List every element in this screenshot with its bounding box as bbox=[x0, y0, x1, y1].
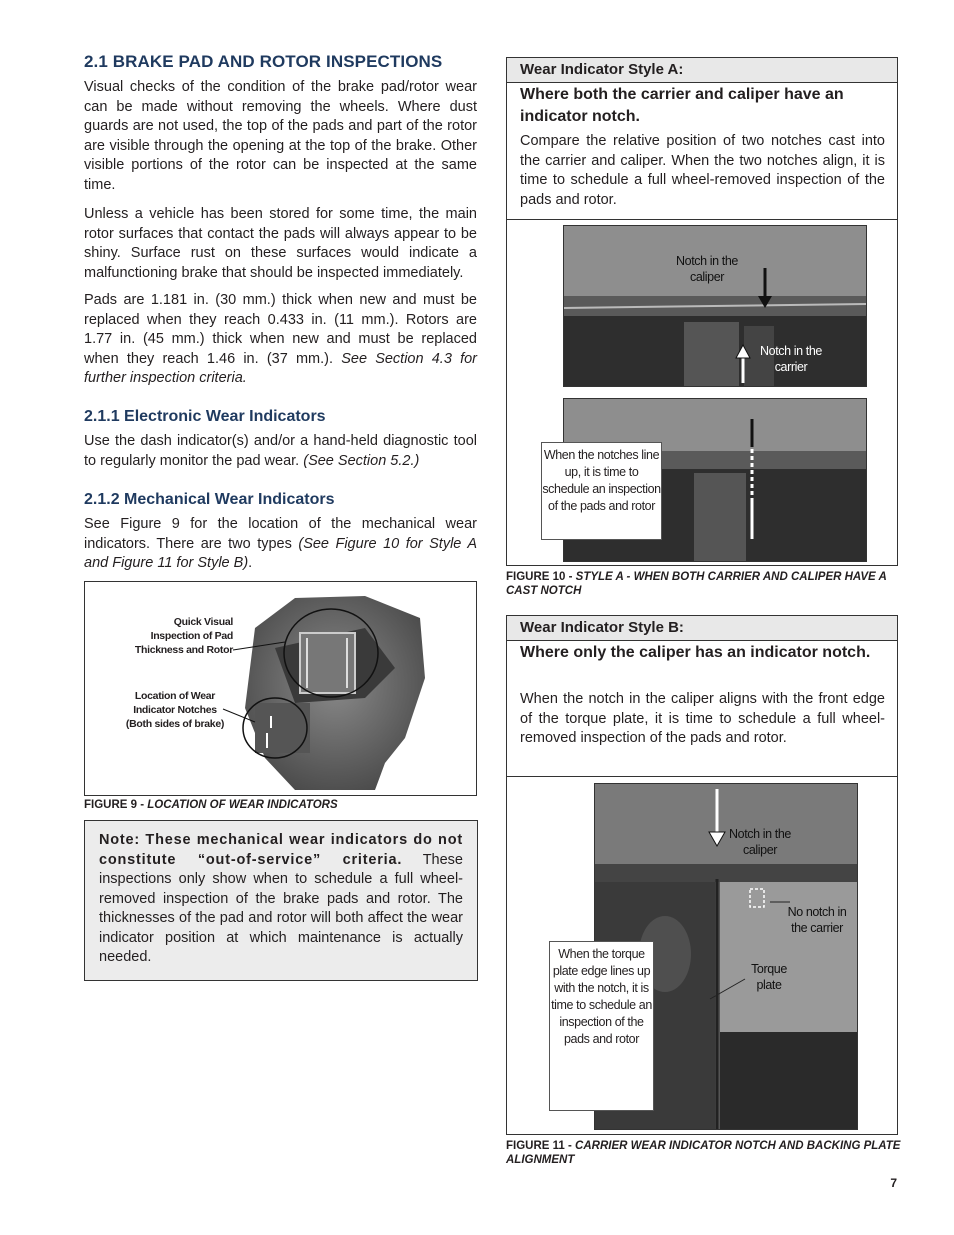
section-paragraph-1: Visual checks of the condition of the brake pad/rotor wear can be made without removing the wheels. Where dust guards are not used, the top of the pads and part of the rotor are visible through the opening at the top of the brake. Other visible portions of the rotor can be inspected at the same time. bbox=[84, 79, 477, 193]
style-b-subtitle: Where only the caliper has an indicator notch. bbox=[520, 644, 871, 661]
style-b-label-caliper: Notch in the caliper bbox=[729, 827, 791, 857]
figure9-caption: FIGURE 9 - LOCATION OF WEAR INDICATORS bbox=[84, 799, 338, 811]
style-a-label-caliper: Notch in the caliper bbox=[676, 254, 738, 284]
figure11-caption: FIGURE 11 - CARRIER WEAR INDICATOR NOTCH AND BACKING PLATE ALIGNMENT bbox=[506, 1140, 901, 1166]
section-paragraph-2: Unless a vehicle has been stored for some time, the main rotor surfaces that contact the pads will always appear to be shiny. Surface rust on these surfaces would indicate a malfunctioning brake that should be inspected immediately. bbox=[84, 206, 477, 281]
section-title: 2.1 BRAKE PAD AND ROTOR INSPECTIONS bbox=[84, 52, 443, 71]
style-a-header: Wear Indicator Style A: bbox=[507, 58, 897, 83]
mechanical-heading: 2.1.2 Mechanical Wear Indicators bbox=[84, 491, 335, 508]
style-a-text: Compare the relative position of two notches cast into the carrier and caliper. When the two notches align, it is time to schedule a full wheel-removed inspection of the pads and rotor. bbox=[520, 133, 885, 208]
note-box: Note: These mechanical wear indicators do not constitute “out-of-service” criteria. These inspections only show when to schedule a full wheel-removed inspection of the brake pads and rotor. The thicknesses of the pad and rotor will both affect the wear indicator position at which maintenance is actually needed. bbox=[84, 820, 478, 981]
style-b-divider bbox=[507, 776, 897, 777]
style-a-subtitle: Where both the carrier and caliper have an indicator notch. bbox=[520, 86, 844, 125]
style-b-text: When the notch in the caliper aligns with the front edge of the torque plate, it is time to schedule a full wheel-removed inspection of the pads and rotor. bbox=[520, 691, 885, 746]
page-number: 7 bbox=[890, 1176, 897, 1190]
style-b-header: Wear Indicator Style B: bbox=[507, 616, 897, 641]
electronic-paragraph: Use the dash indicator(s) and/or a hand-held diagnostic tool to regularly monitor the pad wear. (See Section 5.2.) bbox=[84, 433, 477, 469]
style-b-label-nonotch: No notch in the carrier bbox=[787, 905, 847, 935]
figure9-label-visual: Quick Visual Inspection of Pad Thickness and Rotor bbox=[134, 616, 233, 656]
figure9-label-notches: Location of Wear Indicator Notches (Both sides of brake) bbox=[125, 690, 225, 730]
section-paragraph-3: Pads are 1.181 in. (30 mm.) thick when new and must be replaced when they reach 0.433 in. (11 mm.). Rotors are 1.77 in. (45 mm.) thick when new and must be replaced when they reach 1.46 in. (37 mm.). See Section 4.3 for further inspection criteria. bbox=[84, 292, 478, 386]
style-b-label-torque: Torque plate bbox=[751, 962, 787, 992]
style-a-box bbox=[506, 57, 898, 566]
figure9-leader-lines bbox=[85, 582, 478, 797]
style-a-arrows-1 bbox=[735, 263, 775, 388]
figure10-caption: FIGURE 10 - STYLE A - WHEN BOTH CARRIER AND CALIPER HAVE A CAST NOTCH bbox=[506, 571, 887, 597]
style-b-label-edge: When the torque plate edge lines up with the notch, it is time to schedule an inspection of the pads and rotor bbox=[549, 941, 654, 1111]
style-a-divider bbox=[507, 219, 897, 220]
style-a-label-carrier: Notch in the carrier bbox=[760, 344, 822, 374]
style-a-label-align: When the notches line up, it is time to schedule an inspection of the pads and rotor bbox=[541, 442, 662, 540]
style-b-box bbox=[506, 615, 898, 1135]
electronic-heading: 2.1.1 Electronic Wear Indicators bbox=[84, 408, 326, 425]
mechanical-paragraph: See Figure 9 for the location of the mechanical wear indicators. There are two types (See Figure 10 for Style A and Figure 11 for Style B). bbox=[84, 516, 477, 571]
figure-9 bbox=[84, 581, 477, 796]
